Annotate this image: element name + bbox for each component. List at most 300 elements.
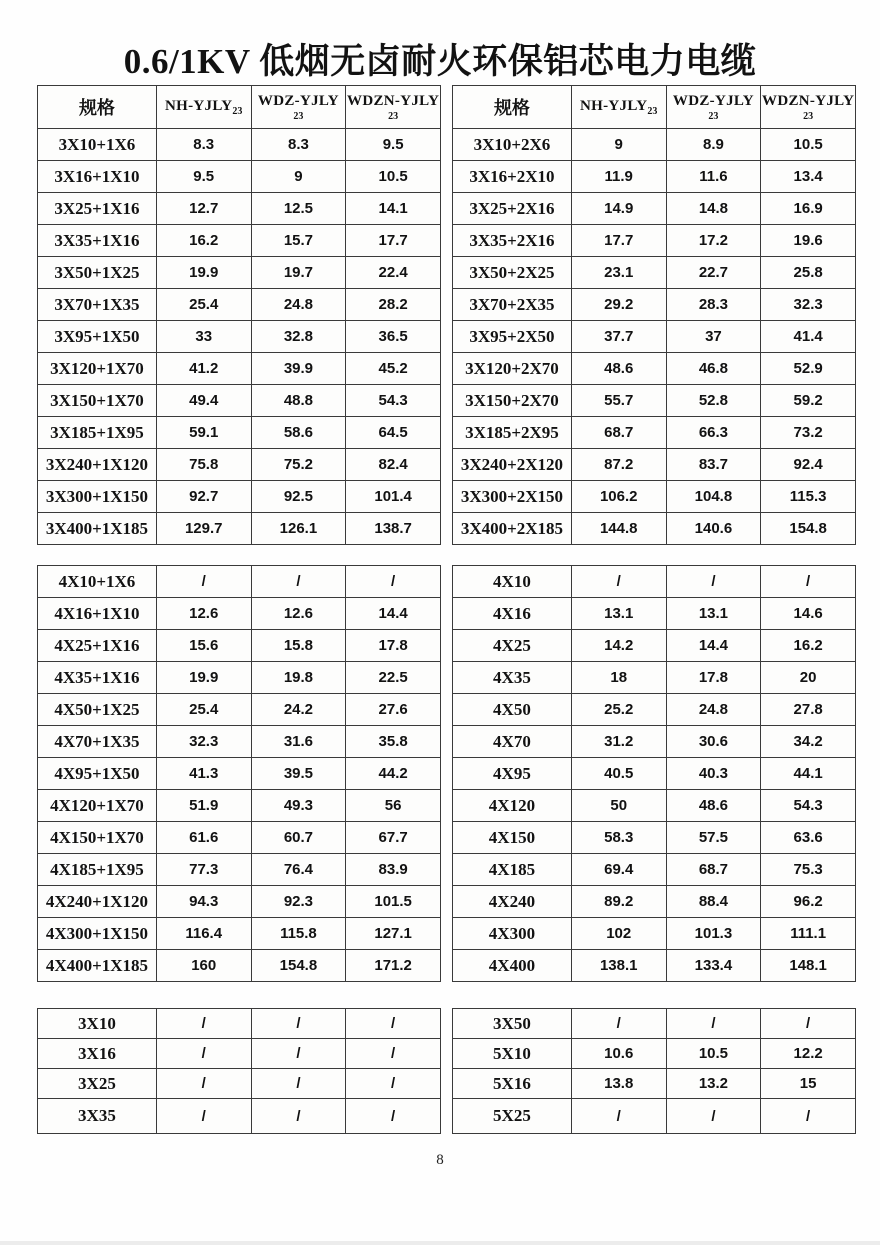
table-row <box>453 854 856 886</box>
spec-cell: 3X95+1X50 <box>38 321 157 353</box>
table-row <box>38 289 441 321</box>
value-cell: 32.8 <box>251 321 346 353</box>
value-cell: 10.5 <box>761 129 856 161</box>
table-row <box>38 385 441 417</box>
value-cell: 16.9 <box>761 193 856 225</box>
spec-cell: 4X185 <box>453 854 572 886</box>
table-row <box>38 822 441 854</box>
value-cell: 13.1 <box>666 598 761 630</box>
spec-cell: 3X50+1X25 <box>38 257 157 289</box>
table-row <box>453 481 856 513</box>
value-cell: / <box>251 1009 346 1039</box>
table-row <box>38 161 441 193</box>
value-cell: 92.7 <box>156 481 251 513</box>
value-cell: 8.3 <box>251 129 346 161</box>
table-row <box>453 129 856 161</box>
spec-cell: 3X25+2X16 <box>453 193 572 225</box>
value-cell: / <box>156 1099 251 1134</box>
value-cell: / <box>251 1099 346 1134</box>
spec-cell: 3X16+1X10 <box>38 161 157 193</box>
value-cell: 67.7 <box>346 822 441 854</box>
table-row <box>38 1009 441 1039</box>
table-row <box>38 662 441 694</box>
value-cell: 111.1 <box>761 918 856 950</box>
value-cell: 11.6 <box>666 161 761 193</box>
value-cell: 24.2 <box>251 694 346 726</box>
value-cell: 20 <box>761 662 856 694</box>
value-cell: 14.4 <box>666 630 761 662</box>
value-cell: 32.3 <box>156 726 251 758</box>
spec-cell: 4X35+1X16 <box>38 662 157 694</box>
value-cell: / <box>156 1039 251 1069</box>
value-cell: 22.5 <box>346 662 441 694</box>
value-cell: 27.8 <box>761 694 856 726</box>
table-row <box>38 790 441 822</box>
value-cell: 31.2 <box>571 726 666 758</box>
value-cell: 73.2 <box>761 417 856 449</box>
value-cell: / <box>156 1069 251 1099</box>
value-cell: 56 <box>346 790 441 822</box>
value-cell: 23.1 <box>571 257 666 289</box>
value-cell: 16.2 <box>761 630 856 662</box>
spec-cell: 3X240+2X120 <box>453 449 572 481</box>
header-nh-yjly: $NH-YJLY_{23}$ <box>571 86 666 129</box>
value-cell: / <box>666 566 761 598</box>
value-cell: 9.5 <box>346 129 441 161</box>
value-cell: 61.6 <box>156 822 251 854</box>
spec-cell: 4X400 <box>453 950 572 982</box>
table-row <box>38 321 441 353</box>
spec-cell: 3X95+2X50 <box>453 321 572 353</box>
value-cell: / <box>571 1099 666 1134</box>
value-cell: 106.2 <box>571 481 666 513</box>
value-cell: 25.8 <box>761 257 856 289</box>
table-row <box>38 449 441 481</box>
spec-cell: 3X300+1X150 <box>38 481 157 513</box>
table-row <box>453 257 856 289</box>
table-row <box>38 481 441 513</box>
value-cell: 12.7 <box>156 193 251 225</box>
value-cell: 22.7 <box>666 257 761 289</box>
value-cell: 127.1 <box>346 918 441 950</box>
spec-cell: 3X70+2X35 <box>453 289 572 321</box>
table-row <box>38 886 441 918</box>
spec-table-3x-plus-2x <box>452 85 856 545</box>
value-cell: 83.9 <box>346 854 441 886</box>
value-cell: 14.1 <box>346 193 441 225</box>
spec-cell: 3X16+2X10 <box>453 161 572 193</box>
value-cell: / <box>346 1039 441 1069</box>
table-row <box>453 513 856 545</box>
value-cell: 57.5 <box>666 822 761 854</box>
page-title: 0.6/1KV 低烟无卤耐火环保铝芯电力电缆 <box>123 42 757 81</box>
table-row <box>38 1099 441 1134</box>
page-number: 8 <box>436 1152 444 1168</box>
table-row <box>453 630 856 662</box>
value-cell: 31.6 <box>251 726 346 758</box>
value-cell: 75.8 <box>156 449 251 481</box>
header-wdzn-yjly: WDZN-YJLY 23 <box>761 86 856 129</box>
table-row <box>38 598 441 630</box>
value-cell: 9 <box>571 129 666 161</box>
value-cell: 10.5 <box>346 161 441 193</box>
table-row <box>38 566 441 598</box>
header-wdz-yjly: WDZ-YJLY 23 <box>666 86 761 129</box>
spec-cell: 4X300 <box>453 918 572 950</box>
value-cell: 30.6 <box>666 726 761 758</box>
table-row <box>38 193 441 225</box>
table-row <box>38 225 441 257</box>
value-cell: 138.1 <box>571 950 666 982</box>
value-cell: 77.3 <box>156 854 251 886</box>
spec-cell: 3X50+2X25 <box>453 257 572 289</box>
value-cell: 29.2 <box>571 289 666 321</box>
table-row <box>38 694 441 726</box>
spec-cell: 4X95+1X50 <box>38 758 157 790</box>
value-cell: 10.6 <box>571 1039 666 1069</box>
value-cell: 12.6 <box>251 598 346 630</box>
value-cell: 39.5 <box>251 758 346 790</box>
table-row <box>453 385 856 417</box>
spec-cell: 4X240+1X120 <box>38 886 157 918</box>
value-cell: 76.4 <box>251 854 346 886</box>
table-row <box>38 630 441 662</box>
value-cell: 94.3 <box>156 886 251 918</box>
value-cell: 9.5 <box>156 161 251 193</box>
value-cell: 102 <box>571 918 666 950</box>
value-cell: 17.7 <box>571 225 666 257</box>
value-cell: 12.6 <box>156 598 251 630</box>
table-row <box>453 1069 856 1099</box>
value-cell: / <box>346 1069 441 1099</box>
table-row <box>453 353 856 385</box>
table-row <box>453 161 856 193</box>
spec-cell: 3X10+1X6 <box>38 129 157 161</box>
value-cell: 14.2 <box>571 630 666 662</box>
value-cell: 115.8 <box>251 918 346 950</box>
spec-cell: 4X185+1X95 <box>38 854 157 886</box>
value-cell: 37 <box>666 321 761 353</box>
value-cell: 13.4 <box>761 161 856 193</box>
header-wdzn-yjly: WDZN-YJLY 23 <box>346 86 441 129</box>
spec-cell: 3X25 <box>38 1069 157 1099</box>
table-row <box>38 918 441 950</box>
spec-cell: 4X70 <box>453 726 572 758</box>
value-cell: 41.2 <box>156 353 251 385</box>
value-cell: 11.9 <box>571 161 666 193</box>
value-cell: 39.9 <box>251 353 346 385</box>
table-block-top <box>37 85 856 545</box>
value-cell: 59.2 <box>761 385 856 417</box>
value-cell: 13.2 <box>666 1069 761 1099</box>
value-cell: 17.2 <box>666 225 761 257</box>
value-cell: 40.3 <box>666 758 761 790</box>
spec-table-3x-short <box>37 1008 441 1134</box>
spec-cell: 4X10 <box>453 566 572 598</box>
value-cell: 58.6 <box>251 417 346 449</box>
page-bottom-edge <box>0 1241 880 1245</box>
table-row <box>453 822 856 854</box>
spec-cell: 4X120 <box>453 790 572 822</box>
value-cell: / <box>251 1069 346 1099</box>
value-cell: 28.2 <box>346 289 441 321</box>
spec-cell: 3X50 <box>453 1009 572 1039</box>
value-cell: 28.3 <box>666 289 761 321</box>
value-cell: 101.5 <box>346 886 441 918</box>
value-cell: 19.8 <box>251 662 346 694</box>
table-row <box>453 694 856 726</box>
spec-cell: 4X50+1X25 <box>38 694 157 726</box>
value-cell: 59.1 <box>156 417 251 449</box>
table-row <box>453 321 856 353</box>
value-cell: 52.8 <box>666 385 761 417</box>
value-cell: 87.2 <box>571 449 666 481</box>
value-cell: 45.2 <box>346 353 441 385</box>
table-row <box>38 257 441 289</box>
value-cell: / <box>251 566 346 598</box>
value-cell: 44.1 <box>761 758 856 790</box>
spec-cell: 3X25+1X16 <box>38 193 157 225</box>
value-cell: 148.1 <box>761 950 856 982</box>
value-cell: 35.8 <box>346 726 441 758</box>
value-cell: 17.7 <box>346 225 441 257</box>
value-cell: 171.2 <box>346 950 441 982</box>
spec-cell: 3X70+1X35 <box>38 289 157 321</box>
table-row <box>453 662 856 694</box>
spec-cell: 5X25 <box>453 1099 572 1134</box>
value-cell: / <box>251 1039 346 1069</box>
value-cell: 14.8 <box>666 193 761 225</box>
value-cell: 101.3 <box>666 918 761 950</box>
spec-cell: 3X300+2X150 <box>453 481 572 513</box>
value-cell: 55.7 <box>571 385 666 417</box>
value-cell: / <box>571 1009 666 1039</box>
spec-cell: 5X10 <box>453 1039 572 1069</box>
value-cell: 64.5 <box>346 417 441 449</box>
spec-cell: 3X400+2X185 <box>453 513 572 545</box>
value-cell: 16.2 <box>156 225 251 257</box>
value-cell: 116.4 <box>156 918 251 950</box>
value-cell: 129.7 <box>156 513 251 545</box>
value-cell: 92.3 <box>251 886 346 918</box>
spec-cell: 3X35+1X16 <box>38 225 157 257</box>
value-cell: 13.1 <box>571 598 666 630</box>
value-cell: 15 <box>761 1069 856 1099</box>
value-cell: 40.5 <box>571 758 666 790</box>
spec-cell: 4X240 <box>453 886 572 918</box>
table-row <box>38 353 441 385</box>
spec-cell: 3X150+1X70 <box>38 385 157 417</box>
header-spec: 规格 <box>38 86 157 129</box>
value-cell: 25.2 <box>571 694 666 726</box>
table-row <box>453 1009 856 1039</box>
table-row <box>38 417 441 449</box>
value-cell: 19.9 <box>156 662 251 694</box>
spec-table-4x-plus-1x <box>37 565 441 982</box>
value-cell: 15.8 <box>251 630 346 662</box>
value-cell: 19.7 <box>251 257 346 289</box>
spec-cell: 3X240+1X120 <box>38 449 157 481</box>
value-cell: 101.4 <box>346 481 441 513</box>
value-cell: 50 <box>571 790 666 822</box>
value-cell: 24.8 <box>251 289 346 321</box>
value-cell: 66.3 <box>666 417 761 449</box>
value-cell: 25.4 <box>156 289 251 321</box>
value-cell: 89.2 <box>571 886 666 918</box>
table-row <box>453 790 856 822</box>
value-cell: 58.3 <box>571 822 666 854</box>
value-cell: 36.5 <box>346 321 441 353</box>
spec-table-3x-plus-1x <box>37 85 441 545</box>
value-cell: 82.4 <box>346 449 441 481</box>
value-cell: 68.7 <box>571 417 666 449</box>
table-row <box>453 225 856 257</box>
header-spec: 规格 <box>453 86 572 129</box>
value-cell: 8.9 <box>666 129 761 161</box>
header-wdz-yjly: WDZ-YJLY 23 <box>251 86 346 129</box>
value-cell: 138.7 <box>346 513 441 545</box>
spec-cell: 4X10+1X6 <box>38 566 157 598</box>
spec-cell: 4X400+1X185 <box>38 950 157 982</box>
header-row <box>38 86 441 129</box>
value-cell: 32.3 <box>761 289 856 321</box>
spec-cell: 3X35 <box>38 1099 157 1134</box>
spec-cell: 3X35+2X16 <box>453 225 572 257</box>
value-cell: 27.6 <box>346 694 441 726</box>
table-row <box>38 1069 441 1099</box>
table-row <box>453 758 856 790</box>
value-cell: 34.2 <box>761 726 856 758</box>
value-cell: 92.4 <box>761 449 856 481</box>
table-row <box>38 854 441 886</box>
table-row <box>38 726 441 758</box>
table-block-bottom <box>37 1008 856 1134</box>
value-cell: 68.7 <box>666 854 761 886</box>
spec-cell: 4X50 <box>453 694 572 726</box>
spec-cell: 4X150+1X70 <box>38 822 157 854</box>
value-cell: 126.1 <box>251 513 346 545</box>
spec-cell: 3X185+2X95 <box>453 417 572 449</box>
spec-cell: 3X120+1X70 <box>38 353 157 385</box>
table-row <box>38 758 441 790</box>
value-cell: 51.9 <box>156 790 251 822</box>
value-cell: / <box>571 566 666 598</box>
value-cell: 8.3 <box>156 129 251 161</box>
table-row <box>453 598 856 630</box>
value-cell: 15.7 <box>251 225 346 257</box>
value-cell: 48.8 <box>251 385 346 417</box>
spec-cell: 4X16 <box>453 598 572 630</box>
value-cell: 144.8 <box>571 513 666 545</box>
spec-cell: 4X120+1X70 <box>38 790 157 822</box>
spec-cell: 3X10+2X6 <box>453 129 572 161</box>
value-cell: 41.3 <box>156 758 251 790</box>
spec-cell: 4X35 <box>453 662 572 694</box>
value-cell: 49.3 <box>251 790 346 822</box>
spec-cell: 4X150 <box>453 822 572 854</box>
value-cell: 52.9 <box>761 353 856 385</box>
value-cell: 12.5 <box>251 193 346 225</box>
header-nh-yjly: $NH-YJLY_{23}$ <box>156 86 251 129</box>
table-row <box>453 193 856 225</box>
table-block-middle <box>37 565 856 982</box>
value-cell: / <box>346 1099 441 1134</box>
value-cell: 14.9 <box>571 193 666 225</box>
spec-cell: 3X400+1X185 <box>38 513 157 545</box>
table-row <box>453 449 856 481</box>
value-cell: 140.6 <box>666 513 761 545</box>
value-cell: 17.8 <box>346 630 441 662</box>
spec-cell: 3X150+2X70 <box>453 385 572 417</box>
value-cell: 41.4 <box>761 321 856 353</box>
table-row <box>38 950 441 982</box>
value-cell: / <box>346 566 441 598</box>
value-cell: 17.8 <box>666 662 761 694</box>
value-cell: 54.3 <box>346 385 441 417</box>
value-cell: / <box>761 1099 856 1134</box>
value-cell: 24.8 <box>666 694 761 726</box>
spec-cell: 4X95 <box>453 758 572 790</box>
value-cell: 63.6 <box>761 822 856 854</box>
table-row <box>453 417 856 449</box>
table-row <box>38 513 441 545</box>
table-row <box>453 886 856 918</box>
spec-cell: 4X300+1X150 <box>38 918 157 950</box>
spec-cell: 4X25+1X16 <box>38 630 157 662</box>
value-cell: / <box>346 1009 441 1039</box>
value-cell: / <box>156 566 251 598</box>
value-cell: 69.4 <box>571 854 666 886</box>
value-cell: 44.2 <box>346 758 441 790</box>
value-cell: 15.6 <box>156 630 251 662</box>
spec-cell: 3X120+2X70 <box>453 353 572 385</box>
value-cell: 115.3 <box>761 481 856 513</box>
value-cell: 75.3 <box>761 854 856 886</box>
value-cell: 14.4 <box>346 598 441 630</box>
value-cell: 19.9 <box>156 257 251 289</box>
spec-cell: 4X70+1X35 <box>38 726 157 758</box>
value-cell: 18 <box>571 662 666 694</box>
value-cell: 92.5 <box>251 481 346 513</box>
value-cell: 37.7 <box>571 321 666 353</box>
value-cell: / <box>761 1009 856 1039</box>
value-cell: 14.6 <box>761 598 856 630</box>
table-row <box>453 1039 856 1069</box>
value-cell: 46.8 <box>666 353 761 385</box>
value-cell: 33 <box>156 321 251 353</box>
value-cell: 160 <box>156 950 251 982</box>
value-cell: 48.6 <box>666 790 761 822</box>
value-cell: 88.4 <box>666 886 761 918</box>
table-row <box>453 566 856 598</box>
value-cell: 83.7 <box>666 449 761 481</box>
value-cell: 49.4 <box>156 385 251 417</box>
spec-cell: 4X25 <box>453 630 572 662</box>
header-row <box>453 86 856 129</box>
value-cell: 22.4 <box>346 257 441 289</box>
spec-cell: 4X16+1X10 <box>38 598 157 630</box>
value-cell: 133.4 <box>666 950 761 982</box>
table-row <box>453 289 856 321</box>
value-cell: 48.6 <box>571 353 666 385</box>
value-cell: 154.8 <box>761 513 856 545</box>
table-row <box>38 129 441 161</box>
spec-table-5x-short <box>452 1008 856 1134</box>
value-cell: 154.8 <box>251 950 346 982</box>
spec-cell: 3X16 <box>38 1039 157 1069</box>
value-cell: 9 <box>251 161 346 193</box>
table-row <box>453 918 856 950</box>
